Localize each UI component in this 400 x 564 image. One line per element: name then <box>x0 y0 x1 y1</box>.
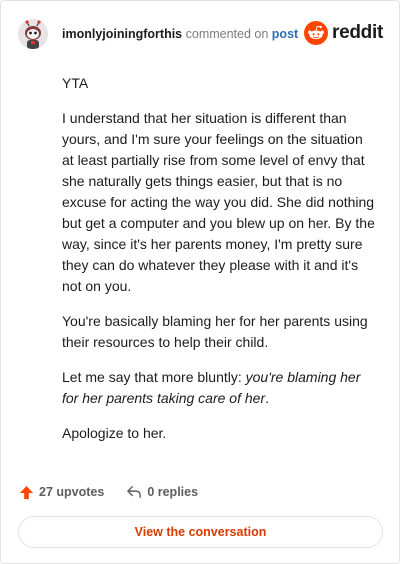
comment-paragraph-1: I understand that her situation is different than yours, and I'm sure your feelings on the situation at least partially rise from some level of envy that she naturally gets things easier, but that is no excuse for acting the way you did. She did nothing but get a computer and you blew up on her. By the way, since it's her parents money, I'm pretty sure they can do whatever they please with it and it's not on you. <box>62 110 375 294</box>
reddit-brand[interactable] <box>304 21 383 45</box>
upvote-count: 27 upvotes <box>39 485 105 499</box>
comment-header <box>18 19 383 49</box>
view-conversation-button[interactable]: View the conversation <box>18 516 383 548</box>
paragraph-3-emphasis: you're blaming her for her parents taking care of her <box>62 369 361 406</box>
comment-actions <box>19 482 198 502</box>
comment-verdict: YTA <box>62 75 89 91</box>
snoo-avatar-icon <box>18 19 48 49</box>
comment-body <box>62 73 375 458</box>
reply-count: 0 replies <box>147 485 199 499</box>
reply-button[interactable] <box>126 485 198 499</box>
comment-paragraph-4: Apologize to her. <box>62 425 167 441</box>
paragraph-3-intro: Let me say that more bluntly: <box>62 369 246 385</box>
user-avatar[interactable] <box>18 19 48 49</box>
upvote-arrow-icon <box>19 485 34 500</box>
reddit-wordmark: reddit <box>332 22 383 43</box>
upvote-button[interactable] <box>19 485 104 500</box>
post-link[interactable]: post <box>271 27 299 41</box>
comment-paragraph-3 <box>62 367 375 409</box>
reddit-logo-icon <box>304 21 328 45</box>
username-link[interactable]: imonlyjoiningforthis <box>62 27 183 41</box>
reply-arrow-icon <box>126 485 142 499</box>
paragraph-3-end: . <box>265 390 269 406</box>
comment-byline <box>62 27 298 41</box>
comment-paragraph-2: You're basically blaming her for her parents using their resources to help their child. <box>62 313 368 350</box>
action-text: commented on <box>185 27 269 41</box>
